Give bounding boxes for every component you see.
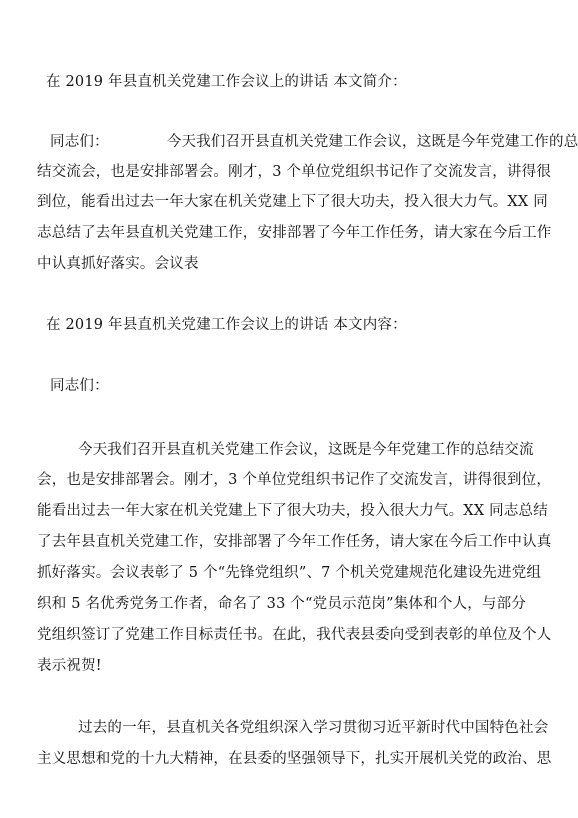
intro-paragraph-line-3: 到位，能看出过去一年大家在机关党建上下了很大功夫，投入很大力气。XX 同	[37, 194, 548, 210]
intro-salutation: 同志们：	[50, 134, 109, 150]
paragraph1-line-3: 能看出过去一年大家在机关党建上下了很大功夫，投入很大力气。XX 同志总结	[37, 503, 548, 519]
paragraph1-line-1: 今天我们召开县直机关党建工作会议，这既是今年党建工作的总结交流	[78, 442, 534, 458]
intro-heading: 在 2019 年县直机关党建工作会议上的讲话 本文简介：	[46, 74, 407, 90]
paragraph1-line-7: 党组织签订了党建工作目标责任书。在此，我代表县委向受到表彰的单位及个人	[37, 627, 552, 643]
content-heading: 在 2019 年县直机关党建工作会议上的讲话 本文内容：	[46, 317, 407, 333]
intro-paragraph-line-4: 志总结了去年县直机关党建工作，安排部署了今年工作任务，请大家在今后工作	[37, 225, 552, 241]
paragraph2-line-2: 主义思想和党的十九大精神，在县委的坚强领导下，扎实开展机关党的政治、思	[37, 751, 552, 767]
paragraph1-line-5: 抓好落实。会议表彰了 5 个“先锋党组织”、7 个机关党建规范化建设先进党组	[37, 565, 542, 581]
paragraph2-line-1: 过去的一年，县直机关各党组织深入学习贯彻习近平新时代中国特色社会	[78, 720, 549, 736]
paragraph1-line-6: 织和 5 名优秀党务工作者，命名了 33 个“党员示范岗”集体和个人，与部分	[37, 596, 527, 612]
paragraph1-line-4: 了去年县直机关党建工作，安排部署了今年工作任务，请大家在今后工作中认真	[37, 534, 552, 550]
intro-paragraph-line-1: 今天我们召开县直机关党建工作会议，这既是今年党建工作的总	[166, 134, 578, 150]
intro-paragraph-line-5: 中认真抓好落实。会议表	[37, 256, 199, 272]
intro-paragraph-line-2: 结交流会，也是安排部署会。刚才，3 个单位党组织书记作了交流发言，讲得很	[37, 164, 552, 180]
paragraph1-line-2: 会，也是安排部署会。刚才，3 个单位党组织书记作了交流发言，讲得很到位，	[37, 472, 552, 488]
content-salutation: 同志们：	[50, 378, 109, 394]
paragraph1-line-8: 表示祝贺!	[37, 658, 102, 674]
intro-salutation-line	[50, 132, 578, 152]
